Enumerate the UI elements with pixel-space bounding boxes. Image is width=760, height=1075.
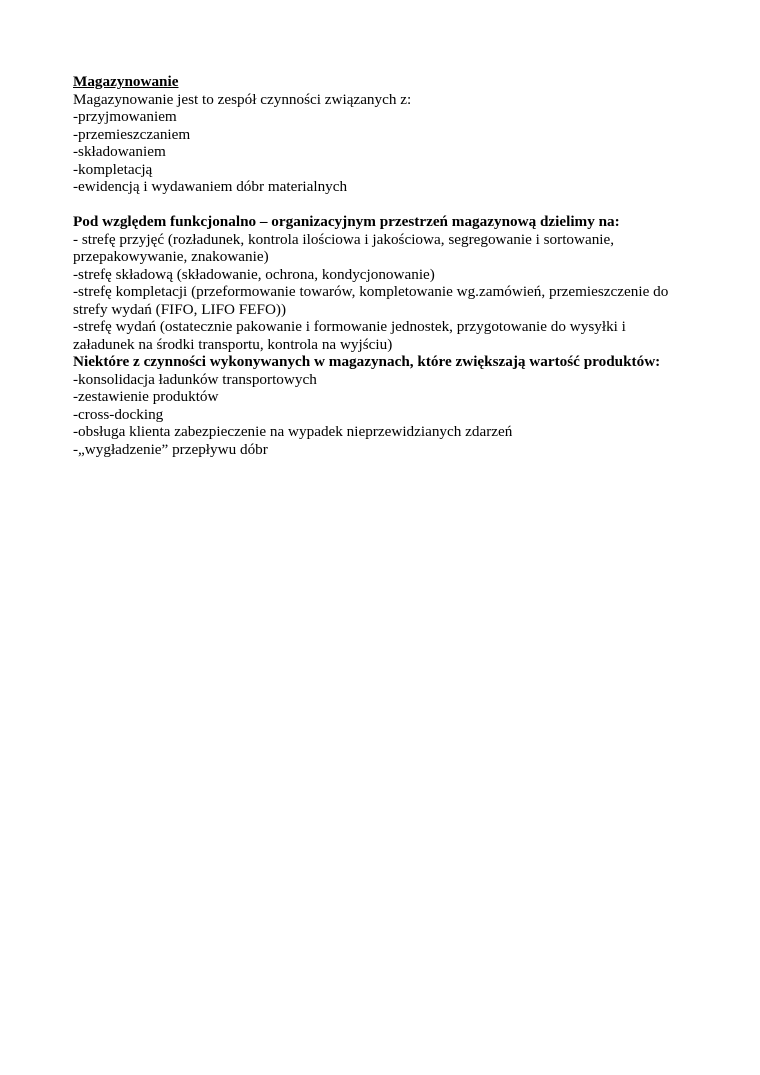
blank-line	[73, 196, 693, 214]
section1-item: -przyjmowaniem	[73, 108, 177, 125]
section2-line: przepakowywanie, znakowanie)	[73, 248, 269, 265]
section1-intro: Magazynowanie jest to zespół czynności związanych z:	[73, 90, 412, 108]
section2-line: -strefę składową (składowanie, ochrona, kondycjonowanie)	[73, 265, 435, 283]
section1-title: Magazynowanie	[73, 73, 179, 90]
section2-heading: Pod względem funkcjonalno – organizacyjnym przestrzeń magazynową dzielimy na:	[73, 213, 620, 230]
section3-item: -konsolidacja ładunków transportowych	[73, 370, 317, 388]
section1-item: -ewidencją i wydawaniem dóbr materialnych	[73, 178, 348, 195]
section2-line: strefy wydań (FIFO, LIFO FEFO))	[73, 300, 287, 318]
section3-item: -cross-docking	[73, 405, 164, 423]
section2-line: załadunek na środki transportu, kontrola na wyjściu)	[73, 335, 393, 353]
section2-line: -strefę kompletacji (przeformowanie towarów, kompletowanie wg.zamówień, przemieszczenie do	[73, 283, 669, 300]
section2-line: - strefę przyjęć (rozładunek, kontrola ilościowa i jakościowa, segregowanie i sortowanie,	[73, 230, 615, 248]
section3-item: -„wygładzenie” przepływu dóbr	[73, 440, 268, 458]
section2-line: -strefę wydań (ostatecznie pakowanie i formowanie jednostek, przygotowanie do wysyłki i	[73, 318, 626, 335]
section3-item: -zestawienie produktów	[73, 388, 219, 405]
section3-item: -obsługa klienta zabezpieczenie na wypadek nieprzewidzianych zdarzeń	[73, 423, 513, 440]
document-page	[73, 73, 693, 458]
section1-item: -przemieszczaniem	[73, 125, 191, 143]
section1-item: -kompletacją	[73, 160, 153, 178]
section1-item: -składowaniem	[73, 143, 166, 160]
section3-heading: Niektóre z czynności wykonywanych w magazynach, które zwiększają wartość produktów:	[73, 353, 661, 370]
